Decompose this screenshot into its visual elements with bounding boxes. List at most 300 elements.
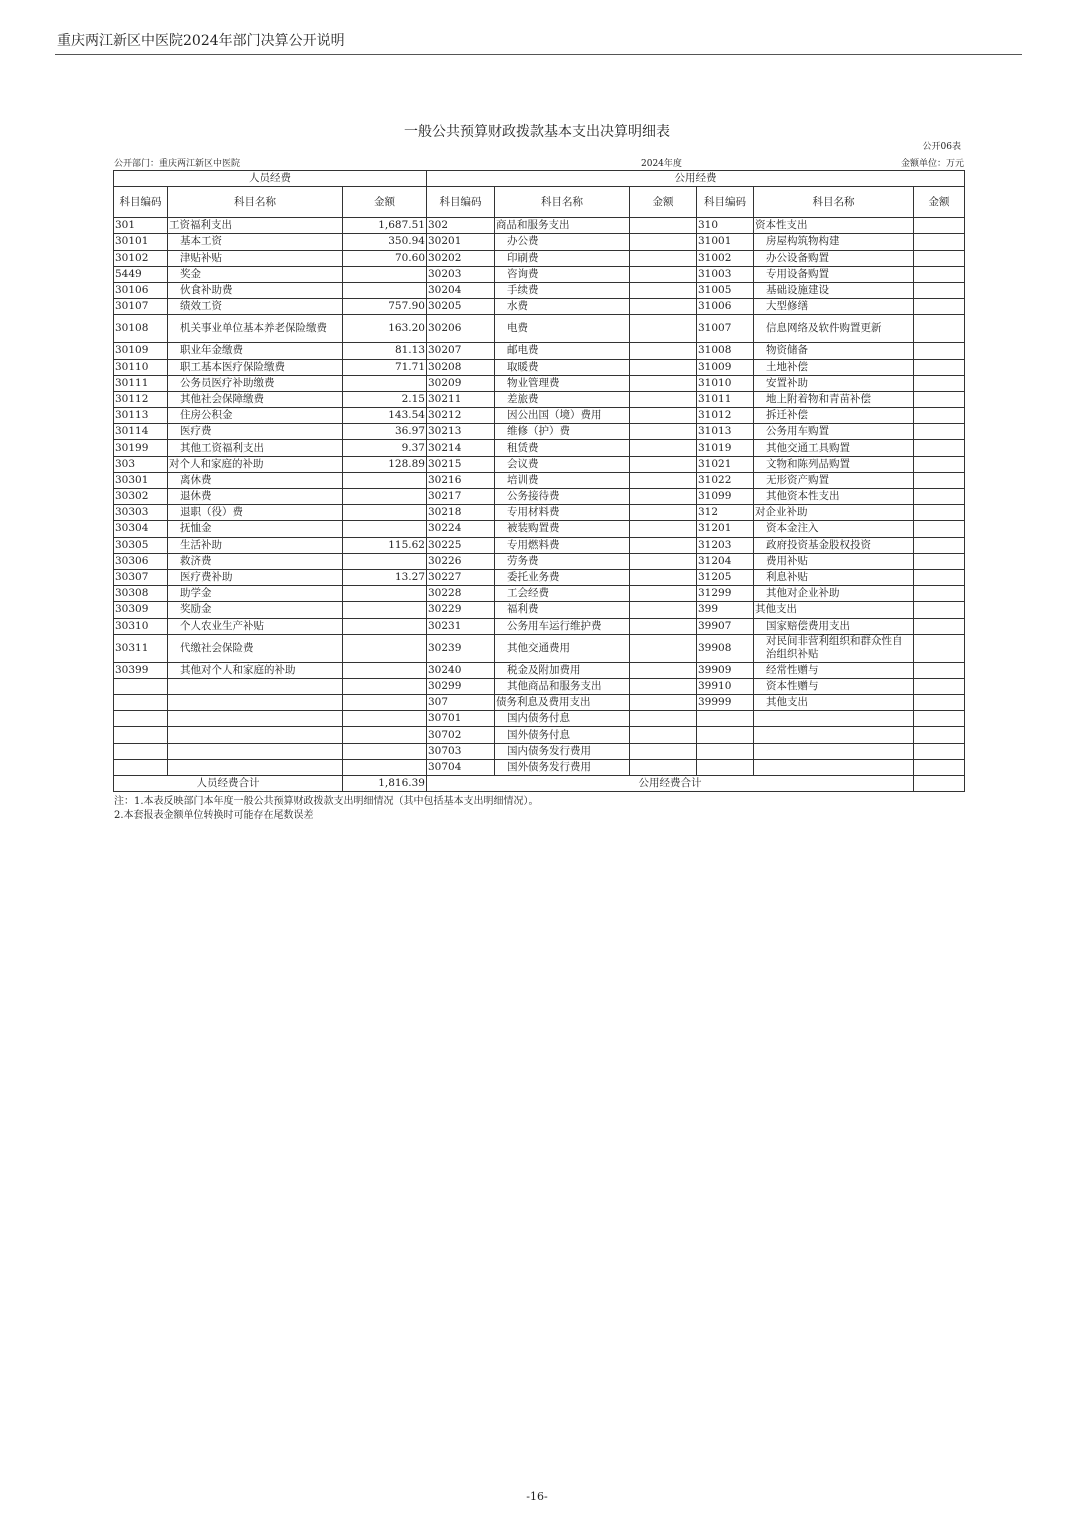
code-cell: 39999 <box>697 695 754 711</box>
code-cell: 30212 <box>427 408 495 424</box>
name-cell: 奖励金 <box>168 602 343 618</box>
name-cell <box>168 727 343 743</box>
code-cell: 31006 <box>697 299 754 315</box>
name-cell: 公务用车运行维护费 <box>495 618 630 634</box>
name-cell: 费用补贴 <box>754 553 914 569</box>
code-cell: 399 <box>697 602 754 618</box>
code-cell: 30217 <box>427 489 495 505</box>
name-cell: 手续费 <box>495 282 630 298</box>
amount-cell <box>914 343 965 359</box>
name-cell: 工会经费 <box>495 586 630 602</box>
amount-cell <box>343 678 427 694</box>
name-cell: 职工基本医疗保险缴费 <box>168 359 343 375</box>
name-cell: 拆迁补偿 <box>754 408 914 424</box>
amount-cell <box>343 662 427 678</box>
table-row <box>114 391 965 407</box>
code-cell: 30229 <box>427 602 495 618</box>
name-cell: 其他交通工具购置 <box>754 440 914 456</box>
amount-cell <box>343 505 427 521</box>
code-cell: 30209 <box>427 375 495 391</box>
code-cell: 30211 <box>427 391 495 407</box>
amount-cell <box>630 266 697 282</box>
code-cell: 30102 <box>114 250 168 266</box>
name-cell: 其他支出 <box>754 602 914 618</box>
name-cell: 土地补偿 <box>754 359 914 375</box>
name-cell: 个人农业生产补贴 <box>168 618 343 634</box>
name-cell: 政府投资基金股权投资 <box>754 537 914 553</box>
amount-cell <box>343 695 427 711</box>
code-cell <box>697 743 754 759</box>
name-cell: 资本金注入 <box>754 521 914 537</box>
code-cell: 303 <box>114 456 168 472</box>
code-cell: 30111 <box>114 375 168 391</box>
page-number: -16- <box>526 1490 548 1503</box>
code-cell: 30308 <box>114 586 168 602</box>
amount-cell <box>630 375 697 391</box>
code-cell: 30214 <box>427 440 495 456</box>
table-body <box>114 218 965 776</box>
name-cell: 津贴补贴 <box>168 250 343 266</box>
amount-cell <box>914 282 965 298</box>
amount-cell <box>630 299 697 315</box>
amount-cell <box>914 489 965 505</box>
code-cell: 30306 <box>114 553 168 569</box>
name-cell: 水费 <box>495 299 630 315</box>
column-header-code: 科目编码 <box>697 187 754 218</box>
amount-cell <box>343 521 427 537</box>
code-cell: 31021 <box>697 456 754 472</box>
code-cell <box>697 727 754 743</box>
column-header-amount: 金额 <box>630 187 697 218</box>
amount-cell <box>343 634 427 662</box>
amount-cell <box>343 553 427 569</box>
column-header-amount: 金额 <box>914 187 965 218</box>
code-cell: 31012 <box>697 408 754 424</box>
table-row <box>114 521 965 537</box>
name-cell: 救济费 <box>168 553 343 569</box>
code-cell: 30215 <box>427 456 495 472</box>
code-cell: 30399 <box>114 662 168 678</box>
name-cell: 机关事业单位基本养老保险缴费 <box>168 315 343 343</box>
name-cell: 基本工资 <box>168 234 343 250</box>
public-section-header: 公用经费 <box>427 171 965 187</box>
code-cell: 30703 <box>427 743 495 759</box>
table-row <box>114 553 965 569</box>
table-row <box>114 695 965 711</box>
amount-cell <box>630 456 697 472</box>
amount-cell <box>914 711 965 727</box>
code-cell <box>114 727 168 743</box>
code-cell: 30199 <box>114 440 168 456</box>
amount-cell <box>343 375 427 391</box>
code-cell: 31009 <box>697 359 754 375</box>
table-row <box>114 743 965 759</box>
name-cell: 医疗费 <box>168 424 343 440</box>
public-total-label: 公用经费合计 <box>427 776 914 792</box>
amount-cell <box>914 618 965 634</box>
table-row <box>114 602 965 618</box>
code-cell: 31011 <box>697 391 754 407</box>
code-cell: 307 <box>427 695 495 711</box>
name-cell: 退职（役）费 <box>168 505 343 521</box>
amount-cell <box>343 711 427 727</box>
code-cell: 30303 <box>114 505 168 521</box>
amount-cell <box>630 662 697 678</box>
name-cell: 地上附着物和青苗补偿 <box>754 391 914 407</box>
name-cell <box>754 759 914 775</box>
amount-cell <box>343 282 427 298</box>
name-cell: 公务接待费 <box>495 489 630 505</box>
amount-cell <box>914 569 965 585</box>
code-cell: 31099 <box>697 489 754 505</box>
code-cell: 30204 <box>427 282 495 298</box>
amount-cell <box>630 711 697 727</box>
name-cell: 其他社会保障缴费 <box>168 391 343 407</box>
public-total-amount <box>914 776 965 792</box>
name-cell: 取暖费 <box>495 359 630 375</box>
amount-cell <box>914 234 965 250</box>
header-divider <box>55 54 1022 55</box>
table-row <box>114 537 965 553</box>
amount-cell <box>343 759 427 775</box>
amount-cell <box>343 472 427 488</box>
name-cell: 抚恤金 <box>168 521 343 537</box>
code-cell: 30227 <box>427 569 495 585</box>
amount-cell <box>630 489 697 505</box>
code-cell: 30107 <box>114 299 168 315</box>
code-cell: 30301 <box>114 472 168 488</box>
table-row <box>114 375 965 391</box>
table-row <box>114 678 965 694</box>
code-cell: 30207 <box>427 343 495 359</box>
personnel-section-header: 人员经费 <box>114 171 427 187</box>
amount-cell: 163.20 <box>343 315 427 343</box>
totals-row <box>114 776 965 792</box>
code-cell: 30205 <box>427 299 495 315</box>
code-cell: 30702 <box>427 727 495 743</box>
code-cell: 31008 <box>697 343 754 359</box>
code-cell: 31010 <box>697 375 754 391</box>
name-cell: 大型修缮 <box>754 299 914 315</box>
name-cell: 生活补助 <box>168 537 343 553</box>
name-cell: 电费 <box>495 315 630 343</box>
amount-cell <box>630 569 697 585</box>
amount-cell: 115.62 <box>343 537 427 553</box>
name-cell: 代缴社会保险费 <box>168 634 343 662</box>
table-title: 一般公共预算财政拨款基本支出决算明细表 <box>404 124 670 140</box>
name-cell: 办公设备购置 <box>754 250 914 266</box>
amount-cell <box>343 489 427 505</box>
amount-cell <box>343 266 427 282</box>
name-cell: 助学金 <box>168 586 343 602</box>
code-cell: 31002 <box>697 250 754 266</box>
name-cell <box>168 743 343 759</box>
name-cell: 商品和服务支出 <box>495 218 630 234</box>
table-row <box>114 250 965 266</box>
name-cell: 对个人和家庭的补助 <box>168 456 343 472</box>
name-cell: 资本性支出 <box>754 218 914 234</box>
name-cell: 无形资产购置 <box>754 472 914 488</box>
name-cell: 经常性赠与 <box>754 662 914 678</box>
code-cell: 31201 <box>697 521 754 537</box>
amount-cell <box>914 521 965 537</box>
table-row <box>114 424 965 440</box>
code-cell: 30201 <box>427 234 495 250</box>
column-header-row <box>114 187 965 218</box>
code-cell: 302 <box>427 218 495 234</box>
table-row <box>114 711 965 727</box>
table-row <box>114 586 965 602</box>
amount-cell <box>914 634 965 662</box>
amount-cell <box>630 505 697 521</box>
column-header-name: 科目名称 <box>495 187 630 218</box>
amount-cell <box>914 218 965 234</box>
name-cell: 工资福利支出 <box>168 218 343 234</box>
name-cell: 邮电费 <box>495 343 630 359</box>
name-cell: 税金及附加费用 <box>495 662 630 678</box>
name-cell <box>168 759 343 775</box>
amount-cell <box>914 472 965 488</box>
code-cell: 30218 <box>427 505 495 521</box>
amount-cell <box>914 440 965 456</box>
code-cell: 30228 <box>427 586 495 602</box>
code-cell: 31001 <box>697 234 754 250</box>
name-cell: 国外债务发行费用 <box>495 759 630 775</box>
amount-cell <box>630 391 697 407</box>
name-cell: 被装购置费 <box>495 521 630 537</box>
name-cell: 其他交通费用 <box>495 634 630 662</box>
amount-cell <box>630 234 697 250</box>
code-cell: 30309 <box>114 602 168 618</box>
amount-cell <box>630 343 697 359</box>
name-cell: 文物和陈列品购置 <box>754 456 914 472</box>
code-cell: 30202 <box>427 250 495 266</box>
table-meta-row <box>114 156 964 168</box>
code-cell: 30110 <box>114 359 168 375</box>
code-cell: 30114 <box>114 424 168 440</box>
amount-cell: 71.71 <box>343 359 427 375</box>
code-cell: 30307 <box>114 569 168 585</box>
amount-cell: 13.27 <box>343 569 427 585</box>
name-cell: 国内债务发行费用 <box>495 743 630 759</box>
name-cell: 委托业务费 <box>495 569 630 585</box>
amount-cell: 350.94 <box>343 234 427 250</box>
amount-cell <box>914 727 965 743</box>
code-cell <box>114 711 168 727</box>
code-cell: 39910 <box>697 678 754 694</box>
code-cell: 30113 <box>114 408 168 424</box>
amount-cell <box>630 602 697 618</box>
amount-cell <box>914 359 965 375</box>
amount-cell: 9.37 <box>343 440 427 456</box>
table-row <box>114 662 965 678</box>
amount-cell <box>630 440 697 456</box>
amount-cell <box>914 678 965 694</box>
code-cell: 30302 <box>114 489 168 505</box>
section-header-row <box>114 171 965 187</box>
table-row <box>114 618 965 634</box>
name-cell: 专用材料费 <box>495 505 630 521</box>
code-cell: 30226 <box>427 553 495 569</box>
department-label: 公开部门：重庆两江新区中医院 <box>114 159 241 169</box>
code-cell: 39909 <box>697 662 754 678</box>
amount-cell <box>630 472 697 488</box>
code-cell <box>697 711 754 727</box>
amount-cell <box>630 408 697 424</box>
name-cell: 其他对企业补助 <box>754 586 914 602</box>
table-row <box>114 456 965 472</box>
name-cell <box>168 678 343 694</box>
name-cell: 医疗费补助 <box>168 569 343 585</box>
name-cell: 对民间非营利组织和群众性自治组织补贴 <box>754 634 914 662</box>
code-cell: 312 <box>697 505 754 521</box>
amount-cell <box>914 537 965 553</box>
amount-cell: 757.90 <box>343 299 427 315</box>
name-cell: 国内债务付息 <box>495 711 630 727</box>
fiscal-year-label: 2024年度 <box>641 159 682 169</box>
name-cell: 其他对个人和家庭的补助 <box>168 662 343 678</box>
code-cell: 30224 <box>427 521 495 537</box>
amount-cell <box>630 537 697 553</box>
code-cell: 31007 <box>697 315 754 343</box>
code-cell: 30225 <box>427 537 495 553</box>
code-cell: 30704 <box>427 759 495 775</box>
table-row <box>114 266 965 282</box>
table-row <box>114 282 965 298</box>
amount-cell <box>630 359 697 375</box>
personnel-total-label: 人员经费合计 <box>114 776 343 792</box>
column-header-code: 科目编码 <box>114 187 168 218</box>
code-cell: 39907 <box>697 618 754 634</box>
code-cell: 30101 <box>114 234 168 250</box>
table-row <box>114 315 965 343</box>
name-cell: 基础设施建设 <box>754 282 914 298</box>
code-cell <box>114 678 168 694</box>
amount-cell: 1,687.51 <box>343 218 427 234</box>
code-cell: 30304 <box>114 521 168 537</box>
code-cell: 310 <box>697 218 754 234</box>
table-row <box>114 727 965 743</box>
expenditure-detail-table <box>113 170 965 792</box>
name-cell: 其他支出 <box>754 695 914 711</box>
table-row <box>114 472 965 488</box>
table-row <box>114 343 965 359</box>
code-cell: 30109 <box>114 343 168 359</box>
table-row <box>114 634 965 662</box>
name-cell <box>754 743 914 759</box>
code-cell: 31019 <box>697 440 754 456</box>
code-cell: 30213 <box>427 424 495 440</box>
code-cell <box>697 759 754 775</box>
name-cell: 专用设备购置 <box>754 266 914 282</box>
amount-cell <box>343 586 427 602</box>
column-header-name: 科目名称 <box>168 187 343 218</box>
code-cell: 30112 <box>114 391 168 407</box>
name-cell <box>168 695 343 711</box>
amount-cell: 70.60 <box>343 250 427 266</box>
code-cell: 30310 <box>114 618 168 634</box>
amount-cell <box>914 553 965 569</box>
code-cell: 30305 <box>114 537 168 553</box>
amount-cell: 128.89 <box>343 456 427 472</box>
amount-cell <box>630 743 697 759</box>
name-cell: 国家赔偿费用支出 <box>754 618 914 634</box>
code-cell: 31013 <box>697 424 754 440</box>
code-cell <box>114 695 168 711</box>
name-cell: 公务用车购置 <box>754 424 914 440</box>
name-cell: 维修（护）费 <box>495 424 630 440</box>
amount-cell: 36.97 <box>343 424 427 440</box>
amount-cell <box>630 315 697 343</box>
amount-cell <box>914 424 965 440</box>
name-cell: 房屋构筑物构建 <box>754 234 914 250</box>
name-cell: 培训费 <box>495 472 630 488</box>
amount-cell <box>630 553 697 569</box>
code-cell: 31205 <box>697 569 754 585</box>
amount-cell: 2.15 <box>343 391 427 407</box>
amount-cell <box>630 618 697 634</box>
code-cell: 31204 <box>697 553 754 569</box>
name-cell: 物业管理费 <box>495 375 630 391</box>
code-cell: 31022 <box>697 472 754 488</box>
name-cell: 奖金 <box>168 266 343 282</box>
amount-cell <box>630 727 697 743</box>
code-cell <box>114 759 168 775</box>
code-cell: 30106 <box>114 282 168 298</box>
code-cell: 301 <box>114 218 168 234</box>
code-cell: 30231 <box>427 618 495 634</box>
name-cell: 债务利息及费用支出 <box>495 695 630 711</box>
name-cell: 咨询费 <box>495 266 630 282</box>
amount-cell <box>914 456 965 472</box>
amount-cell <box>343 727 427 743</box>
amount-cell <box>914 408 965 424</box>
name-cell: 住房公积金 <box>168 408 343 424</box>
code-cell: 30203 <box>427 266 495 282</box>
amount-cell <box>914 391 965 407</box>
table-row <box>114 759 965 775</box>
amount-cell <box>914 266 965 282</box>
name-cell: 绩效工资 <box>168 299 343 315</box>
column-header-code: 科目编码 <box>427 187 495 218</box>
amount-cell <box>630 586 697 602</box>
table-row <box>114 234 965 250</box>
amount-cell <box>914 695 965 711</box>
name-cell: 伙食补助费 <box>168 282 343 298</box>
code-cell: 30701 <box>427 711 495 727</box>
code-cell: 30206 <box>427 315 495 343</box>
name-cell: 专用燃料费 <box>495 537 630 553</box>
name-cell: 因公出国（境）费用 <box>495 408 630 424</box>
name-cell: 其他资本性支出 <box>754 489 914 505</box>
name-cell: 物资储备 <box>754 343 914 359</box>
name-cell: 信息网络及软件购置更新 <box>754 315 914 343</box>
code-cell: 30239 <box>427 634 495 662</box>
table-row <box>114 489 965 505</box>
name-cell: 办公费 <box>495 234 630 250</box>
amount-cell <box>630 424 697 440</box>
amount-cell <box>914 662 965 678</box>
amount-cell <box>914 586 965 602</box>
name-cell: 资本性赠与 <box>754 678 914 694</box>
name-cell: 退休费 <box>168 489 343 505</box>
name-cell: 劳务费 <box>495 553 630 569</box>
code-cell: 30108 <box>114 315 168 343</box>
name-cell <box>754 711 914 727</box>
personnel-total-amount: 1,816.39 <box>343 776 427 792</box>
amount-cell <box>630 695 697 711</box>
name-cell: 租赁费 <box>495 440 630 456</box>
